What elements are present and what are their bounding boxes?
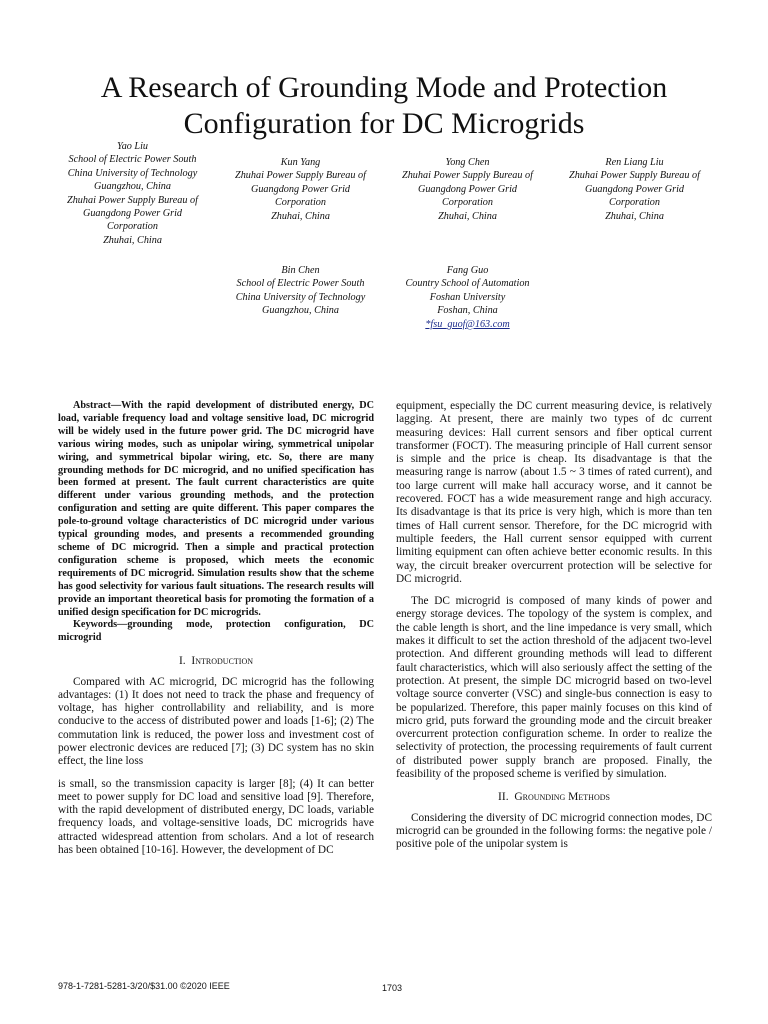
author-name: Yao Liu	[116, 141, 149, 152]
author-name: Bin Chen	[281, 265, 320, 276]
paper-title: A Research of Grounding Mode and Protection Configuration for DC Microgrids	[100, 71, 668, 140]
author-name: Kun Yang	[280, 157, 321, 168]
body-paragraph: equipment, especially the DC current measuring device, is relatively lagging. At present, there are mainly two types of dc current measuring devices: Hall current sensors and fiber optical current transformer (FOCT). The measuring principle of Hall current sensor is simple and the price is cheap. Its disadvantage is that the measuring range is narrow (about 1.5 ~ 3 times of rated current), and too large current will make hall accuracy worse, and it cannot be recovered. FOCT has a wide measurement range and high accuracy. Its disadvantage is that its price is very high, which is more than ten times of Hall current sensor. Therefore, for the DC microgrid with multiple feeders, the Hall current sensor equipped with current limiting equipment can often achieve better economic results. In this way, the circuit breaker overcurrent protection will be selective for DC microgrid.	[396, 400, 712, 585]
author-affiliation: Corporation	[107, 221, 158, 233]
author-affiliation: Country School of Automation	[405, 278, 530, 290]
author-affiliation: Zhuhai Power Supply Bureau of	[569, 170, 700, 182]
author-affiliation: Corporation	[275, 197, 326, 209]
author-affiliation: Foshan, China	[437, 305, 498, 317]
page-number: 1703	[381, 983, 403, 993]
author-affiliation: Guangdong Power Grid	[417, 183, 518, 195]
author-affiliation: Zhuhai Power Supply Bureau of	[235, 170, 366, 182]
section-number: I.	[178, 655, 186, 668]
author-name: Ren Liang Liu	[605, 157, 664, 168]
body-paragraph: Compared with AC microgrid, DC microgrid has the following advantages: (1) It does not need to track the phase and frequency of voltage, has higher controllability and reliability, and is more conducive to the access of distributed power and loads [1-6]; (2) The commutation link is reduced, the power loss and investment cost of power electronic devices are reduced [7]; (3) DC system has no skin effect, the line loss	[58, 675, 374, 768]
author-block	[50, 140, 215, 247]
body-paragraph: is small, so the transmission capacity is larger [8]; (4) It can better meet to power supply for DC load and sensitive load [9]. Therefore, with the rapid development of distributed energy, DC loads, variable frequency loads, and voltage-sensitive loads, DC microgrids have attracted widespread attention from scholars. And a lot of research has been obtained [10-16]. However, the development of DC	[58, 777, 374, 857]
right-column	[396, 400, 712, 852]
author-block	[218, 156, 383, 223]
author-affiliation: Corporation	[609, 197, 660, 209]
author-name: Yong Chen	[445, 157, 490, 168]
author-block	[218, 264, 383, 318]
author-affiliation: Guangzhou, China	[94, 181, 171, 193]
body-paragraph: The DC microgrid is composed of many kinds of power and energy storage devices. The topology of the system is complex, and the cable length is short, and the line impedance is very small, which makes it difficult to set the action threshold of the adjacent two-level protection. And different grounding methods will lead to different fault characteristics, which will also seriously affect the setting of the protection. At present, the simple DC microgrid based on two-level voltage source converter (VSC) and single-bus connection is easy to be popularized. Therefore, this paper mainly focuses on this kind of micro grid, puts forward the grounding mode and the circuit breaker overcurrent protection configuration scheme. In order to realize the selectivity of protection, the processing requirements of fault current of distributed power supply branch are proposed. Finally, the feasibility of the proposed scheme is verified by simulation.	[396, 595, 712, 781]
section-heading	[58, 655, 374, 668]
author-affiliation: Guangdong Power Grid	[82, 208, 183, 220]
section-title: Grounding Methods	[514, 791, 610, 804]
author-affiliation: School of Electric Power South	[68, 154, 197, 166]
left-column	[58, 400, 374, 857]
author-name: Fang Guo	[446, 265, 489, 276]
abstract: Abstract—With the rapid development of distributed energy, DC load, variable frequency load and voltage sensitive load, DC microgrid will be widely used in the future power grid. The DC microgrid have various wiring modes, such as unipolar wiring, symmetrical unipolar wiring, and symmetrical bipolar wiring, etc. So, there are many grounding methods for DC microgrid, and no unified specification has been formed at present. The fault current characteristics are quite different under various grounding methods, and the protection configuration and setting are quite different. This paper compares the pole-to-ground voltage characteristics of DC microgrid under various typical grounding modes, and presents a recommended grounding scheme of DC microgrid. Then a simple and practical protection configuration scheme is proposed, which meets the economic requirements of DC microgrid. Simulation results show that the scheme has good selectivity for various fault situations. The research results will provide an important theoretical basis for promoting the formation of a unified design specification for DC microgrids.	[58, 400, 374, 618]
author-affiliation: Zhuhai, China	[103, 234, 162, 246]
author-affiliation: Zhuhai, China	[271, 210, 330, 222]
author-affiliation: China University of Technology	[235, 291, 366, 303]
author-block	[385, 264, 550, 331]
author-affiliation: School of Electric Power South	[236, 278, 365, 290]
author-affiliation: Zhuhai, China	[605, 210, 664, 222]
author-affiliation: Zhuhai Power Supply Bureau of	[67, 194, 198, 206]
copyright-notice: 978-1-7281-5281-3/20/$31.00 ©2020 IEEE	[58, 981, 230, 991]
author-email-link[interactable]: *fsu_guof@163.com	[425, 318, 510, 330]
section-title: Introduction	[191, 655, 254, 668]
author-block	[552, 156, 717, 223]
author-affiliation: Corporation	[442, 197, 493, 209]
author-block	[385, 156, 550, 223]
author-affiliation: Zhuhai Power Supply Bureau of	[402, 170, 533, 182]
keywords: Keywords—grounding mode, protection configuration, DC microgrid	[58, 619, 374, 644]
author-affiliation: Guangdong Power Grid	[584, 183, 685, 195]
author-affiliation: Guangzhou, China	[262, 305, 339, 317]
author-affiliation: China University of Technology	[67, 167, 198, 179]
section-heading	[396, 791, 712, 804]
author-affiliation: Zhuhai, China	[438, 210, 497, 222]
body-paragraph: Considering the diversity of DC microgrid connection modes, DC microgrid can be grounded in the following forms: the negative pole / positive pole of the unipolar system is	[396, 811, 712, 851]
author-affiliation: Guangdong Power Grid	[250, 183, 351, 195]
author-affiliation: Foshan University	[429, 291, 506, 303]
section-number: II.	[498, 791, 509, 804]
